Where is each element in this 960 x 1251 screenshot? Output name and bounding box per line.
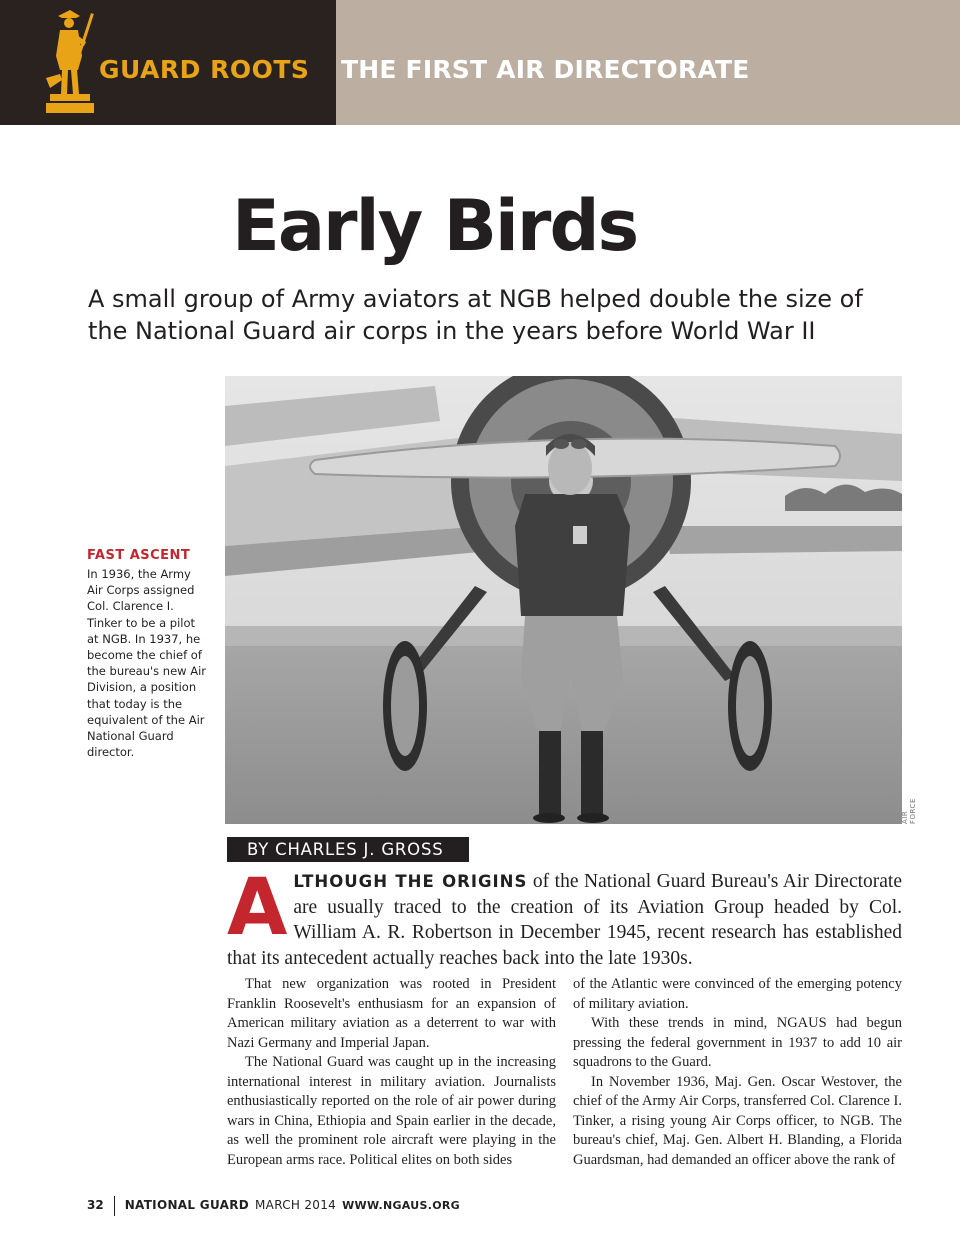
body-paragraph: With these trends in mind, NGAUS had begun pressing the federal government in 1937 to add 10 air squadrons to the Guard. (573, 1015, 902, 1070)
body-paragraph: In November 1936, Maj. Gen. Oscar Westover, the chief of the Army Air Corps, transferred Col. Clarence I. Tinker, a rising young Air Corps officer, to NGB. The bureau's chief, Maj. Gen. Albert H. Blanding, a Florida Guardsman, had demanded an officer above the rank of (573, 1073, 902, 1168)
page-number: 32 (87, 1198, 104, 1212)
magazine-name: NATIONAL GUARD (124, 1198, 250, 1212)
article-deck: A small group of Army aviators at NGB helped double the size of the National Guard air corps in the years before World War II (88, 285, 863, 345)
article-headline: Early Birds (232, 185, 638, 267)
body-paragraph: of the Atlantic were convinced of the emerging potency of military aviation. (573, 976, 902, 1012)
lede-lead-in: LTHOUGH THE ORIGINS (293, 872, 528, 891)
minuteman-statue-icon (40, 8, 100, 118)
website-url[interactable]: WWW.NGAUS.ORG (342, 1199, 460, 1212)
photo-credit: AIR FORCE (901, 798, 917, 824)
lede-paragraph (227, 863, 902, 971)
section-subtitle: THE FIRST AIR DIRECTORATE (341, 55, 750, 84)
section-label: GUARD ROOTS (99, 55, 310, 84)
aviator-biplane-photo (225, 376, 902, 824)
drop-cap: A (227, 863, 288, 953)
caption-body: In 1936, the Army Air Corps assigned Col. Clarence I. Tinker to be a pilot at NGB. In 1937, he become the chief of the bureau's new Air Division, a position that today is the equivalent of the Air National Guard director. (87, 567, 207, 760)
body-paragraph: The National Guard was caught up in the increasing international interest in military aviation. Journalists enthusiastically reported on the role of air power during wars in China, Ethiopia and Spain earlier in the decade, as well the prominent role aircraft were playing in the European arms race. Political elites on both sides (227, 1054, 556, 1168)
page-footer (87, 1195, 460, 1215)
body-column-1 (227, 975, 556, 1170)
footer-divider (114, 1196, 115, 1216)
issue-date: MARCH 2014 (255, 1198, 337, 1212)
caption-heading: FAST ASCENT (87, 548, 191, 563)
lede-text: of the National Guard Bureau's Air Directorate are usually traced to the creation of its Aviation Group headed by Col. William A. R. Robertson in December 1945, recent research has established that its antecedent actually reaches back into the late 1930s. (227, 871, 902, 969)
body-paragraph: That new organization was rooted in President Franklin Roosevelt's enthusiasm for an expansion of American military aviation as a deterrent to war with Nazi Germany and Imperial Japan. (227, 976, 556, 1051)
byline: BY CHARLES J. GROSS (227, 837, 469, 862)
body-column-2 (573, 975, 902, 1170)
